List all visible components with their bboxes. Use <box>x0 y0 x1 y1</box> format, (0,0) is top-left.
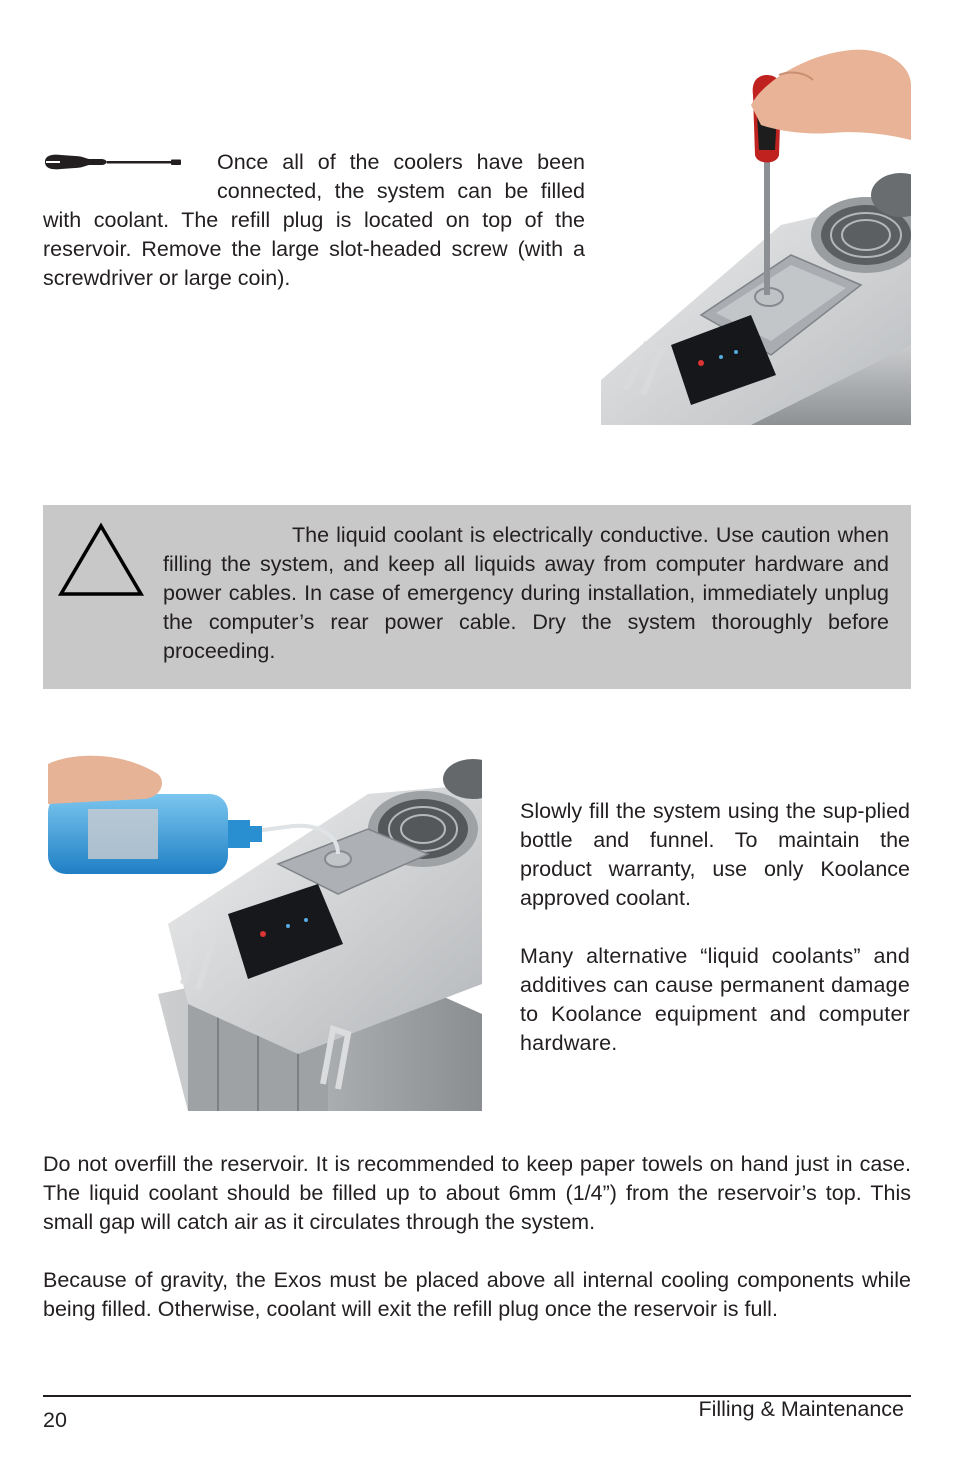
coolant-filling-photo <box>48 754 482 1111</box>
screwdriver-refill-photo <box>601 45 911 425</box>
overfill-paragraph: Do not overfill the reservoir. It is recommended to keep paper towels on hand just in case. The liquid coolant should be filled up to about 6mm (1/4”) from the reservoir’s top. This small gap will catch air as it circulates through the system. <box>43 1152 911 1234</box>
warning-text: The liquid coolant is electrically conductive. Use caution when filling the system, and keep all liquids away from computer hardware and power cables. In case of emergency during installation, immediately unplug the computer’s rear power cable. Dry the system thoroughly before proceeding. <box>163 523 889 663</box>
section-title: Filling & Maintenance <box>698 1397 904 1421</box>
intro-paragraph: Once all of the coolers have been connected, the system can be filled with coolant. The refill plug is located on top of the reservoir. Remove the large slot-headed screw (with a screwdriver or large coin). <box>43 150 585 290</box>
coolant-warning-paragraph: Many alternative “liquid coolants” and additives can cause permanent damage to Koolance equipment and computer hardware. <box>520 944 910 1055</box>
page-number: 20 <box>43 1408 67 1432</box>
gravity-paragraph: Because of gravity, the Exos must be placed above all internal cooling components while being filled. Otherwise, coolant will exit the refill plug once the reservoir is full. <box>43 1268 911 1321</box>
fill-instructions-paragraph: Slowly fill the system using the sup-plied bottle and funnel. To maintain the product warranty, use only Koolance approved coolant. <box>520 799 910 910</box>
warning-box <box>43 505 911 689</box>
warning-triangle-icon <box>57 522 145 598</box>
